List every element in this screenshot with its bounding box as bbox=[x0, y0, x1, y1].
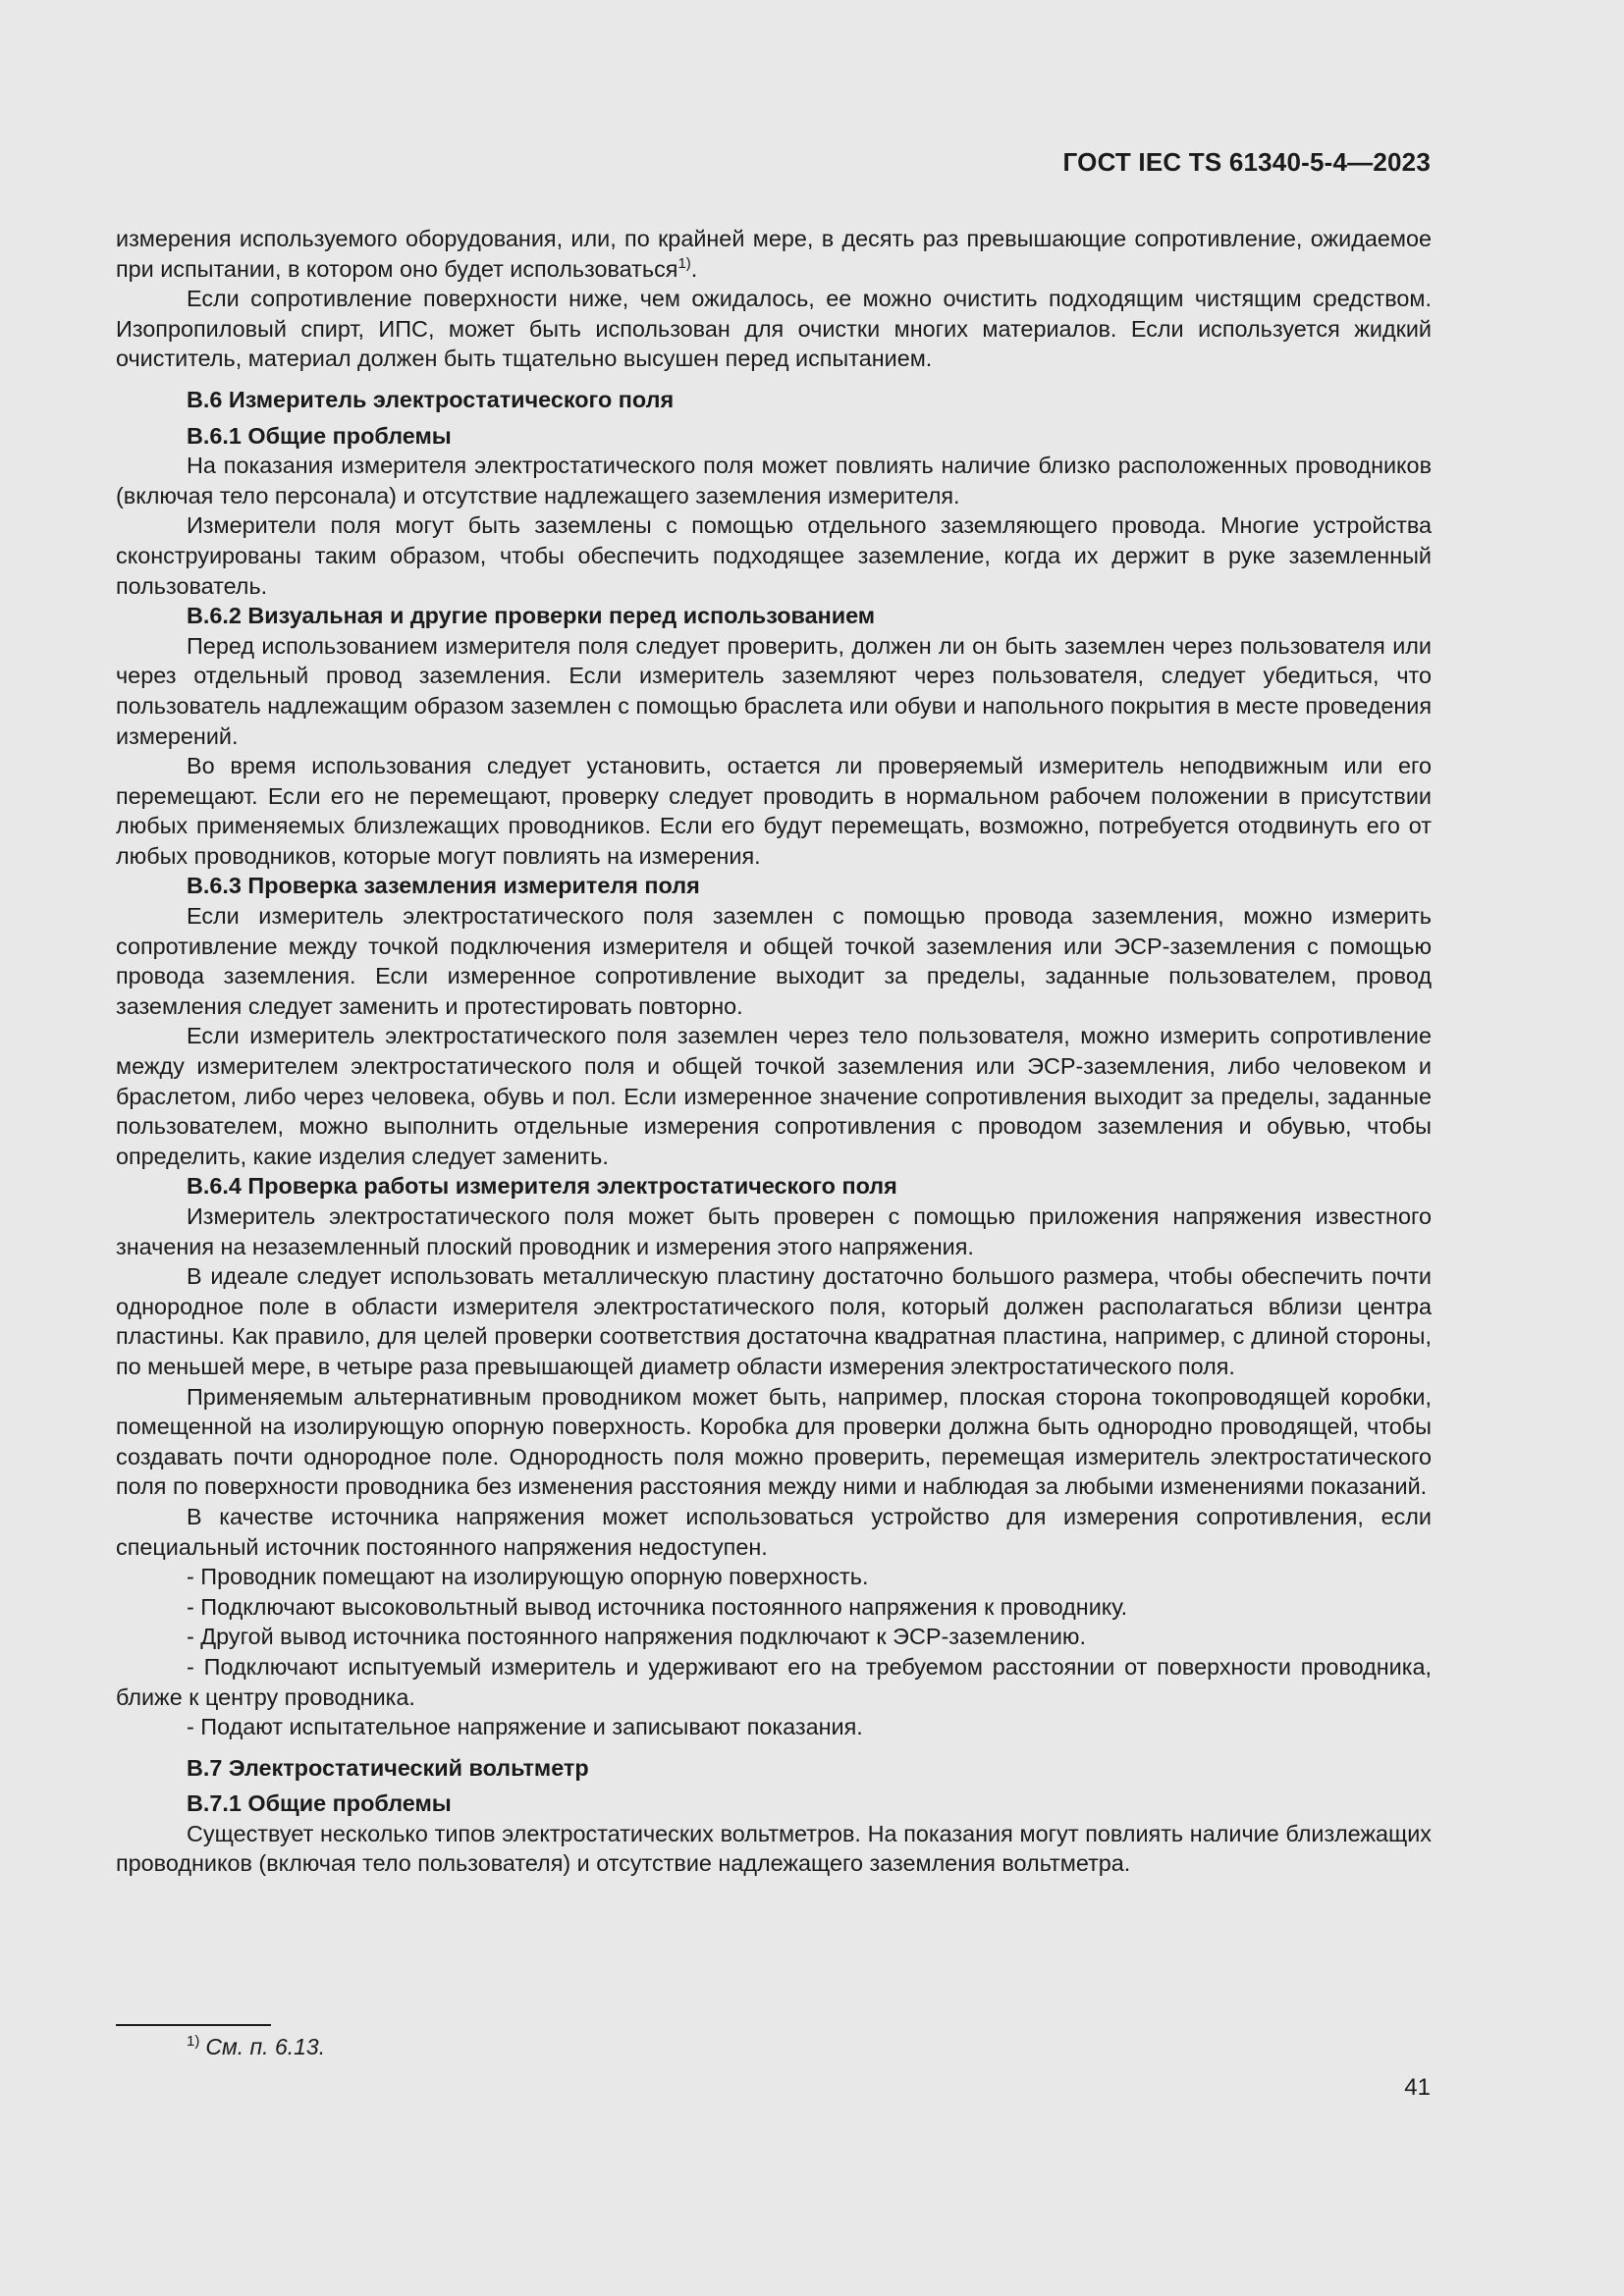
list-item: - Подключают высоковольтный вывод источника постоянного напряжения к проводнику. bbox=[187, 1593, 1128, 1620]
paragraph: Если измеритель электростатического поля заземлен через тело пользователя, можно измерить сопротивление между измерителем электростатического поля и общей точкой заземления или ЭСР-заземления, либо человеком и браслетом, либо через человека, обувь и пол. Если измеренное значение сопротивления выходит за пределы, заданные пользователем, можно выполнить отдельные измерения сопротивления с проводом заземления и обувью, чтобы определить, какие изделия следует заменить. bbox=[116, 1023, 1432, 1169]
list-item: - Подают испытательное напряжение и записывают показания. bbox=[187, 1714, 863, 1740]
footnote-text: См. п. 6.13. bbox=[205, 2034, 326, 2059]
paragraph: Измеритель электростатического поля может быть проверен с помощью приложения напряжения известного значения на незаземленный плоский проводник и измерения этого напряжения. bbox=[116, 1203, 1432, 1259]
footnote-reference: 1) bbox=[677, 254, 691, 272]
paragraph: Перед использованием измерителя поля следует проверить, должен ли он быть заземлен через пользователя или через отдельный провод заземления. Если измеритель заземляют через пользователя, следует убедиться, что пользователь надлежащим образом заземлен с помощью браслета или обуви и напольного покрытия в месте проведения измерений. bbox=[116, 632, 1432, 749]
list-item: - Подключают испытуемый измеритель и удерживают его на требуемом расстоянии от поверхности проводника, ближе к центру проводника. bbox=[116, 1653, 1432, 1710]
paragraph: Существует несколько типов электростатических вольтметров. На показания могут повлиять наличие близлежащих проводников (включая тело пользователя) и отсутствие надлежащего заземления вольтметра. bbox=[116, 1820, 1432, 1877]
list-item: - Другой вывод источника постоянного напряжения подключают к ЭСР-заземлению. bbox=[187, 1624, 1086, 1650]
list-item: - Проводник помещают на изолирующую опорную поверхность. bbox=[187, 1564, 869, 1590]
subsection-heading-b71: В.7.1 Общие проблемы bbox=[187, 1790, 452, 1817]
paragraph: В идеале следует использовать металлическую пластину достаточно большого размера, чтобы обеспечить почти однородное поле в области измерителя электростатического поля, который должен располагаться вблизи центра пластины. Как правило, для целей проверки соответствия достаточна квадратная пластина, например, с длиной стороны, по меньшей мере, в четыре раза превышающей диаметр области измерения электростатического поля. bbox=[116, 1263, 1432, 1379]
subsection-heading-b63: В.6.3 Проверка заземления измерителя поля bbox=[187, 873, 700, 899]
paragraph: В качестве источника напряжения может использоваться устройство для измерения сопротивления, если специальный источник постоянного напряжения недоступен. bbox=[116, 1503, 1432, 1560]
paragraph: Измерители поля могут быть заземлены с помощью отдельного заземляющего провода. Многие устройства сконструированы таким образом, чтобы обеспечить подходящее заземление, когда их держит в руке заземленный пользователь. bbox=[116, 512, 1432, 599]
subsection-heading-b62: В.6.2 Визуальная и другие проверки перед использованием bbox=[187, 603, 876, 629]
paragraph: измерения используемого оборудования, или, по крайней мере, в десять раз превышающие сопротивление, ожидаемое при испытании, в котором оно будет использоваться$^{1)}$. bbox=[116, 226, 1432, 282]
footnote-marker: 1) bbox=[187, 2033, 200, 2050]
section-heading-b7: В.7 Электростатический вольтметр bbox=[187, 1754, 589, 1781]
paragraph: Если сопротивление поверхности ниже, чем ожидалось, ее можно очистить подходящим чистящим средством. Изопропиловый спирт, ИПС, может быть использован для очистки многих материалов. Если используется жидкий очиститель, материал должен быть тщательно высушен перед испытанием. bbox=[116, 286, 1432, 372]
document-header: ГОСТ IEC TS 61340-5-4—2023 bbox=[1062, 147, 1431, 177]
paragraph: На показания измерителя электростатического поля может повлиять наличие близко расположенных проводников (включая тело персонала) и отсутствие надлежащего заземления измерителя. bbox=[116, 453, 1432, 508]
page-number: 41 bbox=[1404, 2074, 1431, 2101]
subsection-heading-b64: В.6.4 Проверка работы измерителя электростатического поля bbox=[187, 1173, 897, 1200]
paragraph: Применяемым альтернативным проводником может быть, например, плоская сторона токопроводящей коробки, помещенной на изолирующую опорную поверхность. Коробка для проверки должна быть однородно проводящей, чтобы создавать почти однородное поле. Однородность поля можно проверить, перемещая измеритель электростатического поля по поверхности проводника без изменения расстояния между ними и наблюдая за любыми изменениями показаний. bbox=[116, 1383, 1432, 1500]
paragraph: Если измеритель электростатического поля заземлен с помощью провода заземления, можно измерить сопротивление между точкой подключения измерителя и общей точкой заземления или ЭСР-заземления с помощью провода заземления. Если измеренное сопротивление выходит за пределы, заданные пользователем, провод заземления следует заменить и протестировать повторно. bbox=[116, 903, 1432, 1019]
paragraph: Во время использования следует установить, остается ли проверяемый измеритель неподвижным или его перемещают. Если его не перемещают, проверку следует проводить в нормальном рабочем положении в присутствии любых применяемых близлежащих проводников. Если его будут перемещать, возможно, потребуется отодвинуть его от любых проводников, которые могут повлиять на измерения. bbox=[116, 753, 1432, 869]
subsection-heading-b61: В.6.1 Общие проблемы bbox=[187, 422, 452, 449]
footnote-divider bbox=[116, 2024, 271, 2026]
footnote bbox=[187, 2032, 325, 2061]
section-heading-b6: В.6 Измеритель электростатического поля bbox=[187, 386, 675, 412]
document-body bbox=[116, 224, 1432, 1879]
